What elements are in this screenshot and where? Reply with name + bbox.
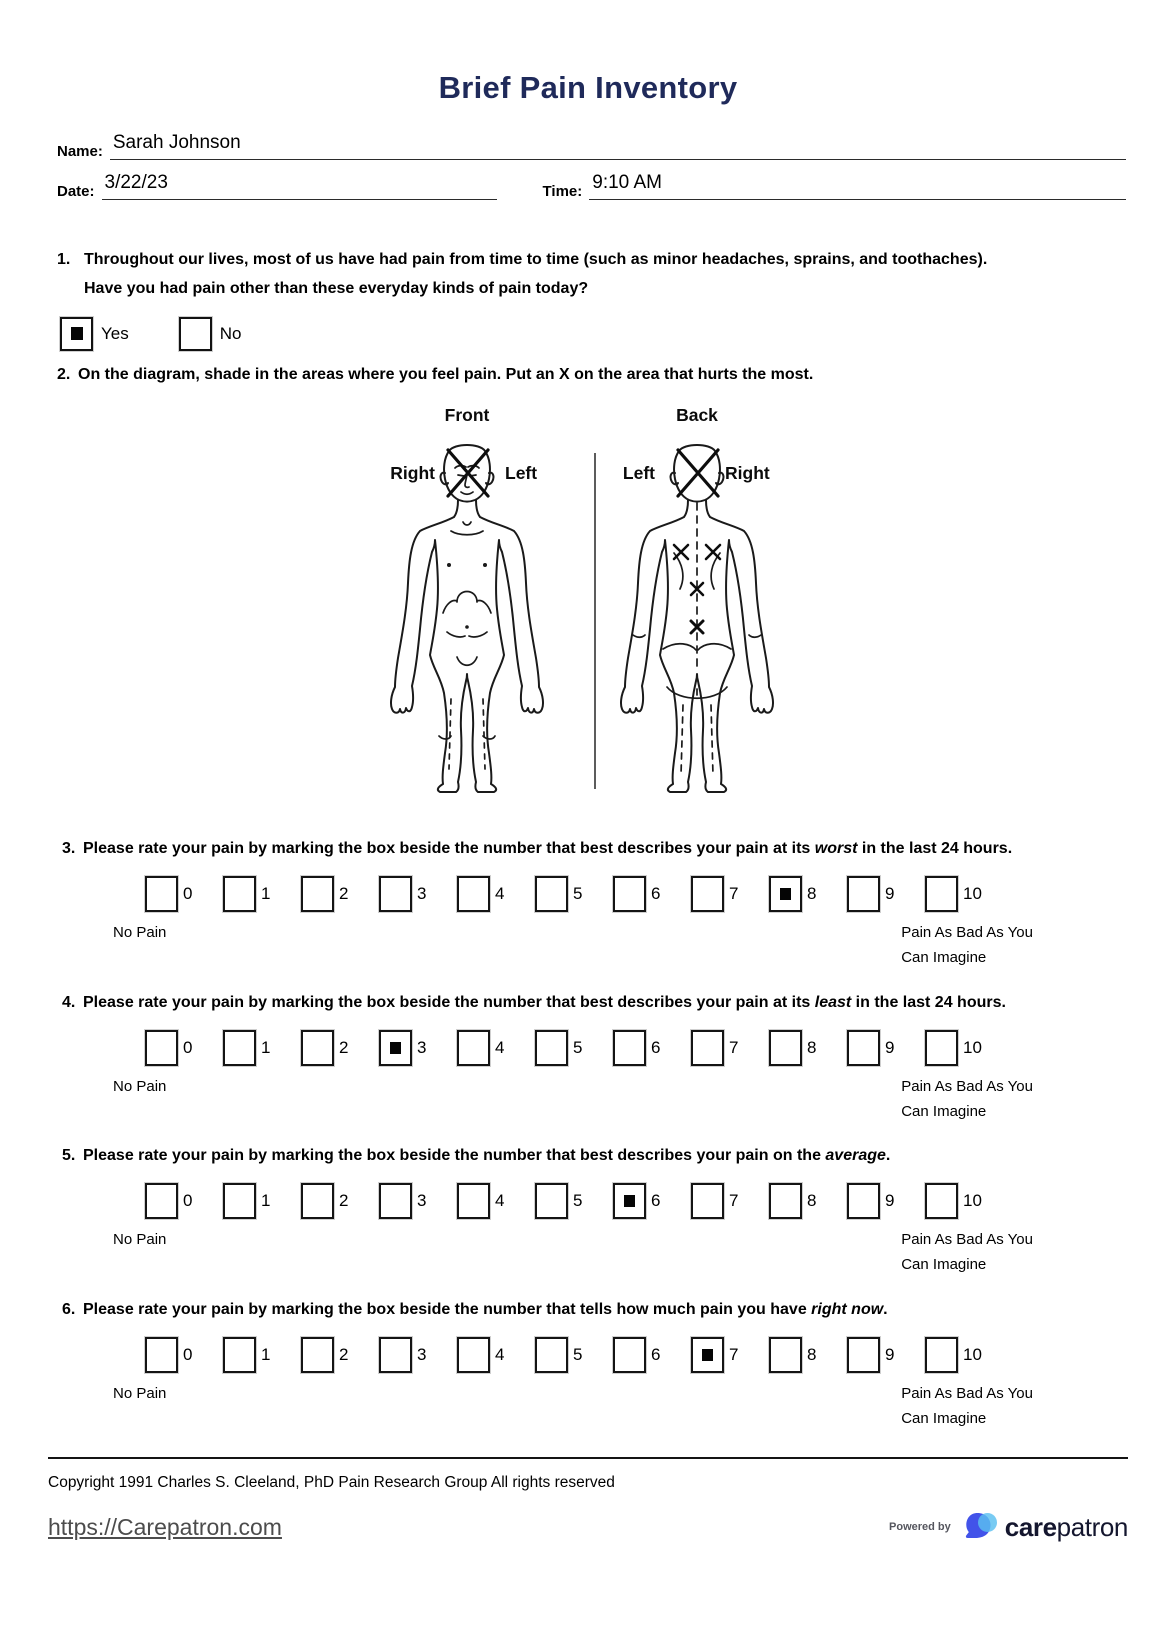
question-1-options <box>60 317 1176 351</box>
page-title: Brief Pain Inventory <box>438 70 738 105</box>
scale-number-label: 7 <box>729 1037 739 1057</box>
carepatron-logo <box>963 1511 1128 1543</box>
q4-checkbox-9[interactable] <box>847 1030 880 1066</box>
q6-checkbox-4[interactable] <box>457 1337 490 1373</box>
q6-checkbox-10[interactable] <box>925 1337 958 1373</box>
q5-rating-option-7[interactable] <box>691 1183 769 1219</box>
question-3-number: 3. <box>62 840 76 858</box>
no-pain-label: No Pain <box>113 1384 167 1402</box>
max-pain-line2: Can Imagine <box>901 1409 987 1427</box>
pain-mark-right-shoulder-blade-x <box>706 545 720 559</box>
yes-checkbox[interactable] <box>60 317 93 351</box>
time-input[interactable]: 9:10 AM <box>589 172 1126 200</box>
no-pain-label: No Pain <box>113 1077 167 1095</box>
q3-rating-option-0[interactable] <box>145 876 223 912</box>
question-4-rating-scale <box>145 1030 1136 1066</box>
q5-checkbox-4[interactable] <box>457 1183 490 1219</box>
scale-number-label: 9 <box>885 884 895 904</box>
front-right-label: Right <box>390 463 435 484</box>
pain-mark-back-head-x <box>678 450 718 496</box>
q3-checkbox-0[interactable] <box>145 876 178 912</box>
max-pain-line1: Pain As Bad As You <box>901 1231 1033 1249</box>
powered-by-label: Powered by <box>889 1521 951 1534</box>
q5-checkbox-7[interactable] <box>691 1183 724 1219</box>
footer-bottom <box>48 1511 1128 1543</box>
scale-number-label: 4 <box>495 1344 505 1364</box>
scale-number-label: 8 <box>807 1344 817 1364</box>
scale-number-label: 8 <box>807 884 817 904</box>
question-text-part: Please rate your pain by marking the box beside the number that best describes your pain at its <box>83 840 815 858</box>
question-text-part: in the last 24 hours. <box>857 840 1013 858</box>
scale-number-label: 3 <box>417 1344 427 1364</box>
q6-checkbox-9[interactable] <box>847 1337 880 1373</box>
front-left-label: Left <box>505 463 538 484</box>
q6-checkbox-7[interactable] <box>691 1337 724 1373</box>
question-6-text <box>62 1296 1136 1324</box>
carepatron-icon <box>963 1511 999 1543</box>
figure-detail <box>483 563 487 567</box>
q3-checkbox-3[interactable] <box>379 876 412 912</box>
question-text-part: Please rate your pain by marking the box beside the number that best describes your pain at its <box>83 993 815 1011</box>
question-5 <box>62 1142 1136 1278</box>
q4-checkbox-7[interactable] <box>691 1030 724 1066</box>
scale-end-labels <box>113 921 1033 971</box>
q6-rating-option-1[interactable] <box>223 1337 301 1373</box>
q5-rating-option-8[interactable] <box>769 1183 847 1219</box>
q3-checkbox-6[interactable] <box>613 876 646 912</box>
q5-checkbox-10[interactable] <box>925 1183 958 1219</box>
q4-rating-option-9[interactable] <box>847 1030 925 1066</box>
question-3-text <box>62 835 1136 863</box>
scale-number-label: 9 <box>885 1191 895 1211</box>
q5-rating-option-3[interactable] <box>379 1183 457 1219</box>
q6-rating-option-8[interactable] <box>769 1337 847 1373</box>
q4-rating-option-3[interactable] <box>379 1030 457 1066</box>
q5-checkbox-0[interactable] <box>145 1183 178 1219</box>
scale-number-label: 0 <box>183 884 193 904</box>
scale-number-label: 5 <box>573 884 583 904</box>
q3-checkbox-7[interactable] <box>691 876 724 912</box>
q4-rating-option-6[interactable] <box>613 1030 691 1066</box>
q4-checkbox-4[interactable] <box>457 1030 490 1066</box>
q6-checkbox-8[interactable] <box>769 1337 802 1373</box>
question-text-part: . <box>885 1147 891 1165</box>
max-pain-line1: Pain As Bad As You <box>901 1384 1033 1402</box>
scale-number-label: 5 <box>573 1037 583 1057</box>
scale-number-label: 7 <box>729 1344 739 1364</box>
checkbox-mark <box>702 1349 713 1361</box>
scale-end-labels <box>113 1228 1033 1278</box>
scale-number-label: 1 <box>261 884 271 904</box>
q4-checkbox-5[interactable] <box>535 1030 568 1066</box>
q6-checkbox-0[interactable] <box>145 1337 178 1373</box>
scale-number-label: 3 <box>417 884 427 904</box>
scale-number-label: 10 <box>963 1344 982 1364</box>
question-6-number: 6. <box>62 1300 76 1318</box>
q6-rating-option-9[interactable] <box>847 1337 925 1373</box>
scale-number-label: 6 <box>651 1037 661 1057</box>
q3-checkbox-9[interactable] <box>847 876 880 912</box>
figure-detail <box>465 626 469 630</box>
scale-number-label: 7 <box>729 884 739 904</box>
front-diagram-label: Front <box>444 405 490 426</box>
checkbox-mark <box>624 1195 635 1207</box>
scale-end-labels <box>113 1382 1033 1432</box>
pain-mark-front-head-x <box>448 450 488 496</box>
question-2-number: 2. <box>57 365 71 383</box>
name-input[interactable]: Sarah Johnson <box>110 132 1126 160</box>
checkbox-mark <box>390 1042 401 1054</box>
q5-checkbox-6[interactable] <box>613 1183 646 1219</box>
question-text-part: in the last 24 hours. <box>851 993 1006 1011</box>
scale-number-label: 1 <box>261 1037 271 1057</box>
scale-number-label: 2 <box>339 1344 349 1364</box>
question-text-emphasis: least <box>814 993 852 1011</box>
q3-rating-option-1[interactable] <box>223 876 301 912</box>
q5-rating-option-5[interactable] <box>535 1183 613 1219</box>
q3-checkbox-5[interactable] <box>535 876 568 912</box>
max-pain-label <box>901 1382 1033 1432</box>
q4-checkbox-6[interactable] <box>613 1030 646 1066</box>
q5-rating-option-9[interactable] <box>847 1183 925 1219</box>
no-label: No <box>219 323 242 343</box>
scale-number-label: 0 <box>183 1344 193 1364</box>
no-checkbox[interactable] <box>179 317 212 351</box>
q4-rating-option-2[interactable] <box>301 1030 379 1066</box>
max-pain-line1: Pain As Bad As You <box>901 1077 1033 1095</box>
q4-checkbox-1[interactable] <box>223 1030 256 1066</box>
max-pain-line2: Can Imagine <box>901 1256 987 1274</box>
q1-option-no[interactable] <box>179 317 242 351</box>
max-pain-label <box>901 1075 1033 1125</box>
q5-rating-option-0[interactable] <box>145 1183 223 1219</box>
yes-label: Yes <box>101 323 129 343</box>
scale-number-label: 2 <box>339 884 349 904</box>
q6-checkbox-6[interactable] <box>613 1337 646 1373</box>
scale-number-label: 6 <box>651 1344 661 1364</box>
date-time-row <box>57 172 1126 200</box>
q1-option-yes[interactable] <box>60 317 129 351</box>
date-input[interactable]: 3/22/23 <box>102 172 497 200</box>
max-pain-line1: Pain As Bad As You <box>901 924 1033 942</box>
question-6 <box>62 1296 1136 1432</box>
question-text-part: . <box>883 1300 888 1318</box>
q4-rating-option-4[interactable] <box>457 1030 535 1066</box>
max-pain-line2: Can Imagine <box>901 1102 987 1120</box>
scale-number-label: 4 <box>495 884 505 904</box>
scale-number-label: 8 <box>807 1191 817 1211</box>
figure-detail <box>447 563 451 567</box>
q5-rating-option-10[interactable] <box>925 1183 1003 1219</box>
question-text-emphasis: worst <box>814 840 858 858</box>
scale-number-label: 0 <box>183 1037 193 1057</box>
question-1 <box>57 246 1136 304</box>
scale-number-label: 10 <box>963 884 982 904</box>
scale-number-label: 5 <box>573 1344 583 1364</box>
q3-rating-option-4[interactable] <box>457 876 535 912</box>
q5-rating-option-4[interactable] <box>457 1183 535 1219</box>
name-label: Name: <box>57 143 103 160</box>
question-1-line2: Have you had pain other than these everyday kinds of pain today? <box>84 279 589 297</box>
date-label: Date: <box>57 183 95 200</box>
scale-number-label: 4 <box>495 1037 505 1057</box>
scale-number-label: 8 <box>807 1037 817 1057</box>
q6-rating-option-5[interactable] <box>535 1337 613 1373</box>
brand-care: care <box>1004 1511 1057 1542</box>
back-diagram-label: Back <box>676 405 718 426</box>
question-5-rating-scale <box>145 1183 1136 1219</box>
q6-rating-option-0[interactable] <box>145 1337 223 1373</box>
q3-rating-option-10[interactable] <box>925 876 1003 912</box>
q5-rating-option-2[interactable] <box>301 1183 379 1219</box>
scale-number-label: 5 <box>573 1191 583 1211</box>
carepatron-link[interactable]: https://Carepatron.com <box>48 1513 282 1540</box>
checkbox-mark <box>71 327 83 340</box>
q3-rating-option-8[interactable] <box>769 876 847 912</box>
q4-checkbox-3[interactable] <box>379 1030 412 1066</box>
q5-rating-option-1[interactable] <box>223 1183 301 1219</box>
brand-name <box>1005 1512 1128 1543</box>
q6-rating-option-4[interactable] <box>457 1337 535 1373</box>
q4-checkbox-10[interactable] <box>925 1030 958 1066</box>
question-3 <box>62 835 1136 971</box>
q4-rating-option-1[interactable] <box>223 1030 301 1066</box>
back-right-label: Right <box>725 463 770 484</box>
q3-rating-option-3[interactable] <box>379 876 457 912</box>
powered-by-block <box>889 1511 1128 1543</box>
brand-patron: patron <box>1056 1511 1128 1542</box>
scale-number-label: 2 <box>339 1191 349 1211</box>
q4-checkbox-2[interactable] <box>301 1030 334 1066</box>
q3-rating-option-2[interactable] <box>301 876 379 912</box>
max-pain-line2: Can Imagine <box>901 949 987 967</box>
question-text-emphasis: average <box>825 1147 886 1165</box>
q3-checkbox-1[interactable] <box>223 876 256 912</box>
q4-rating-option-7[interactable] <box>691 1030 769 1066</box>
question-3-rating-scale <box>145 876 1136 912</box>
question-6-rating-scale <box>145 1337 1136 1373</box>
scale-number-label: 1 <box>261 1344 271 1364</box>
copyright-text: Copyright 1991 Charles S. Cleeland, PhD Pain Research Group All rights reserved <box>48 1474 615 1492</box>
question-4-text <box>62 989 1136 1017</box>
q5-checkbox-3[interactable] <box>379 1183 412 1219</box>
q3-checkbox-2[interactable] <box>301 876 334 912</box>
scale-number-label: 2 <box>339 1037 349 1057</box>
q6-checkbox-2[interactable] <box>301 1337 334 1373</box>
question-text-emphasis: right now <box>811 1300 884 1318</box>
q4-checkbox-0[interactable] <box>145 1030 178 1066</box>
q3-checkbox-10[interactable] <box>925 876 958 912</box>
question-4-number: 4. <box>62 993 76 1011</box>
q3-checkbox-4[interactable] <box>457 876 490 912</box>
scale-number-label: 10 <box>963 1037 982 1057</box>
question-text-part: Please rate your pain by marking the box beside the number that tells how much pain you have <box>83 1300 812 1318</box>
scale-number-label: 6 <box>651 884 661 904</box>
q4-rating-option-0[interactable] <box>145 1030 223 1066</box>
q5-checkbox-2[interactable] <box>301 1183 334 1219</box>
q6-checkbox-5[interactable] <box>535 1337 568 1373</box>
scale-number-label: 1 <box>261 1191 271 1211</box>
q3-rating-option-5[interactable] <box>535 876 613 912</box>
question-1-text <box>84 246 987 304</box>
max-pain-label <box>901 1228 1033 1278</box>
q3-rating-option-6[interactable] <box>613 876 691 912</box>
q3-rating-option-9[interactable] <box>847 876 925 912</box>
body-diagram-svg[interactable] <box>327 391 847 795</box>
checkbox-mark <box>780 888 791 900</box>
scale-number-label: 6 <box>651 1191 661 1211</box>
scale-number-label: 3 <box>417 1191 427 1211</box>
scale-number-label: 9 <box>885 1037 895 1057</box>
q5-rating-option-6[interactable] <box>613 1183 691 1219</box>
footer-divider <box>48 1457 1128 1459</box>
q4-rating-option-5[interactable] <box>535 1030 613 1066</box>
question-text-part: Please rate your pain by marking the box beside the number that best describes your pain on the <box>83 1147 826 1165</box>
scale-number-label: 0 <box>183 1191 193 1211</box>
max-pain-label <box>901 921 1033 971</box>
back-figure[interactable] <box>621 445 773 792</box>
q6-checkbox-1[interactable] <box>223 1337 256 1373</box>
q4-checkbox-8[interactable] <box>769 1030 802 1066</box>
body-diagram[interactable] <box>0 391 1176 795</box>
q5-checkbox-1[interactable] <box>223 1183 256 1219</box>
scale-number-label: 7 <box>729 1191 739 1211</box>
scale-number-label: 10 <box>963 1191 982 1211</box>
pain-mark-left-shoulder-blade-x <box>674 545 688 559</box>
question-5-text <box>62 1142 1136 1170</box>
q4-rating-option-10[interactable] <box>925 1030 1003 1066</box>
q6-rating-option-7[interactable] <box>691 1337 769 1373</box>
q5-checkbox-5[interactable] <box>535 1183 568 1219</box>
no-pain-label: No Pain <box>113 1231 167 1249</box>
q4-rating-option-8[interactable] <box>769 1030 847 1066</box>
question-5-number: 5. <box>62 1147 76 1165</box>
question-4 <box>62 989 1136 1125</box>
question-1-number: 1. <box>57 251 71 268</box>
question-1-line1: Throughout our lives, most of us have had pain from time to time (such as minor headaches, sprains, and toothaches). <box>84 251 988 268</box>
q6-rating-option-6[interactable] <box>613 1337 691 1373</box>
q5-checkbox-9[interactable] <box>847 1183 880 1219</box>
scale-end-labels <box>113 1075 1033 1125</box>
back-left-label: Left <box>622 463 655 484</box>
scale-number-label: 3 <box>417 1037 427 1057</box>
q3-rating-option-7[interactable] <box>691 876 769 912</box>
name-field <box>57 132 1126 160</box>
q6-checkbox-3[interactable] <box>379 1337 412 1373</box>
no-pain-label: No Pain <box>113 924 167 942</box>
q6-rating-option-3[interactable] <box>379 1337 457 1373</box>
q6-rating-option-2[interactable] <box>301 1337 379 1373</box>
q6-rating-option-10[interactable] <box>925 1337 1003 1373</box>
question-2-text: On the diagram, shade in the areas where you feel pain. Put an X on the area that hurts the most. <box>78 365 814 383</box>
question-2 <box>57 361 1136 390</box>
scale-number-label: 9 <box>885 1344 895 1364</box>
q3-checkbox-8[interactable] <box>769 876 802 912</box>
front-figure[interactable] <box>391 445 543 792</box>
q5-checkbox-8[interactable] <box>769 1183 802 1219</box>
scale-number-label: 4 <box>495 1191 505 1211</box>
time-label: Time: <box>542 183 583 200</box>
